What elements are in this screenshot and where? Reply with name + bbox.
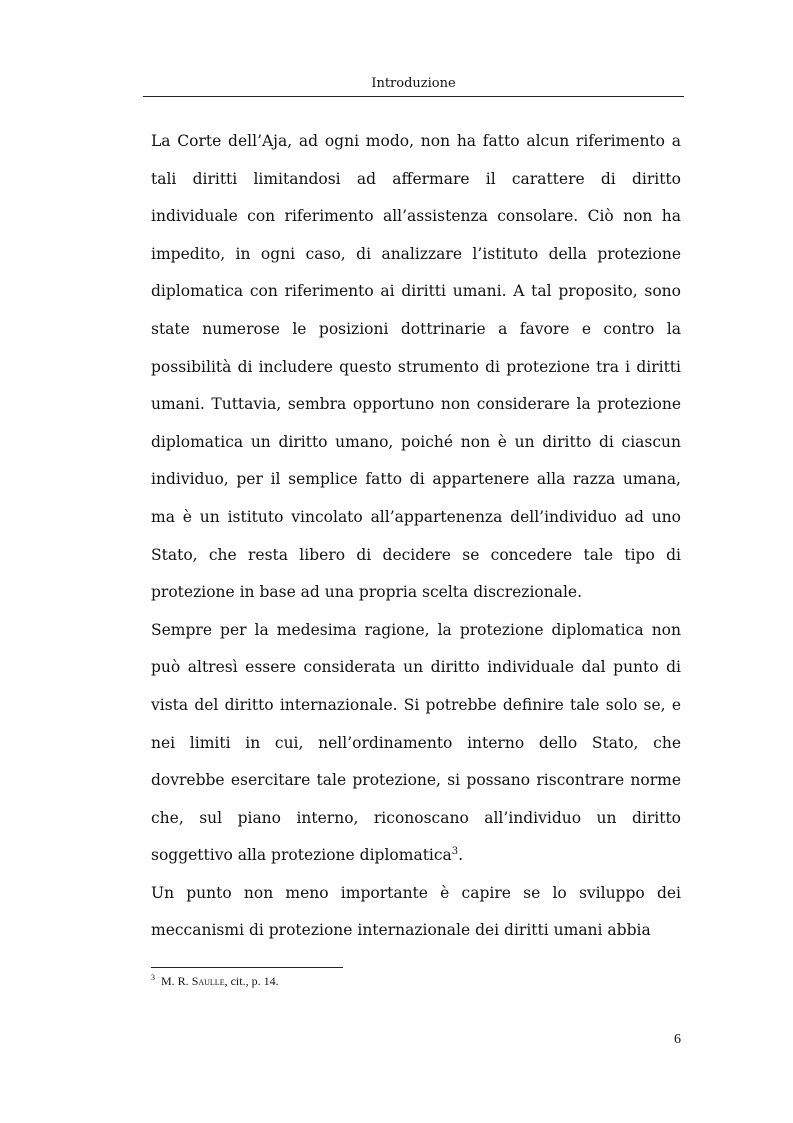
footnote xyxy=(151,973,279,989)
page-number: 6 xyxy=(674,1032,681,1047)
footnote-author-initials: M. R. xyxy=(161,974,189,988)
running-header: Introduzione xyxy=(371,76,456,91)
paragraph-1: La Corte dell’Aja, ad ogni modo, non ha fatto alcun riferimento a tali diritti limitandosi ad affermare il carattere di diritto individuale con riferimento all’assistenza consolare. Ciò non ha impedito, in ogni caso, di analizzare l’istituto della protezione diplomatica con riferimento ai diritti umani. A tal proposito, sono state numerose le posizioni dottrinarie a favore e contro la possibilità di includere questo strumento di protezione tra i diritti umani. Tuttavia, sembra opportuno non considerare la protezione diplomatica un diritto umano, poiché non è un diritto di ciascun individuo, per il semplice fatto di appartenere alla razza umana, ma è un istituto vincolato all’appartenenza dell’individuo ad uno Stato, che resta libero di decidere se concedere tale tipo di protezione in base ad una propria scelta discrezionale. xyxy=(151,132,681,602)
header-rule xyxy=(143,96,684,97)
footnote-citation: , cit., p. 14. xyxy=(224,974,279,988)
paragraph-2 xyxy=(151,612,681,875)
paragraph-2-end: . xyxy=(458,846,464,865)
footnote-number: 3 xyxy=(151,973,155,982)
paragraph-3: Un punto non meno importante è capire se lo sviluppo dei meccanismi di protezione internazionale dei diritti umani abbia xyxy=(151,883,681,940)
footnote-author-surname: Saulle xyxy=(191,974,225,988)
footnote-reference[interactable]: 3 xyxy=(451,846,459,858)
footnote-rule xyxy=(151,967,343,968)
paragraph-2-text: Sempre per la medesima ragione, la protezione diplomatica non può altresì essere considerata un diritto individuale dal punto di vista del diritto internazionale. Si potrebbe definire tale solo se, e nei limiti in cui, nell’ordinamento interno dello Stato, che dovrebbe esercitare tale protezione, si possano riscontrare norme che, sul piano interno, riconoscano all’individuo un diritto soggettivo alla protezione diplomatica xyxy=(151,620,681,865)
body-text xyxy=(151,123,681,950)
